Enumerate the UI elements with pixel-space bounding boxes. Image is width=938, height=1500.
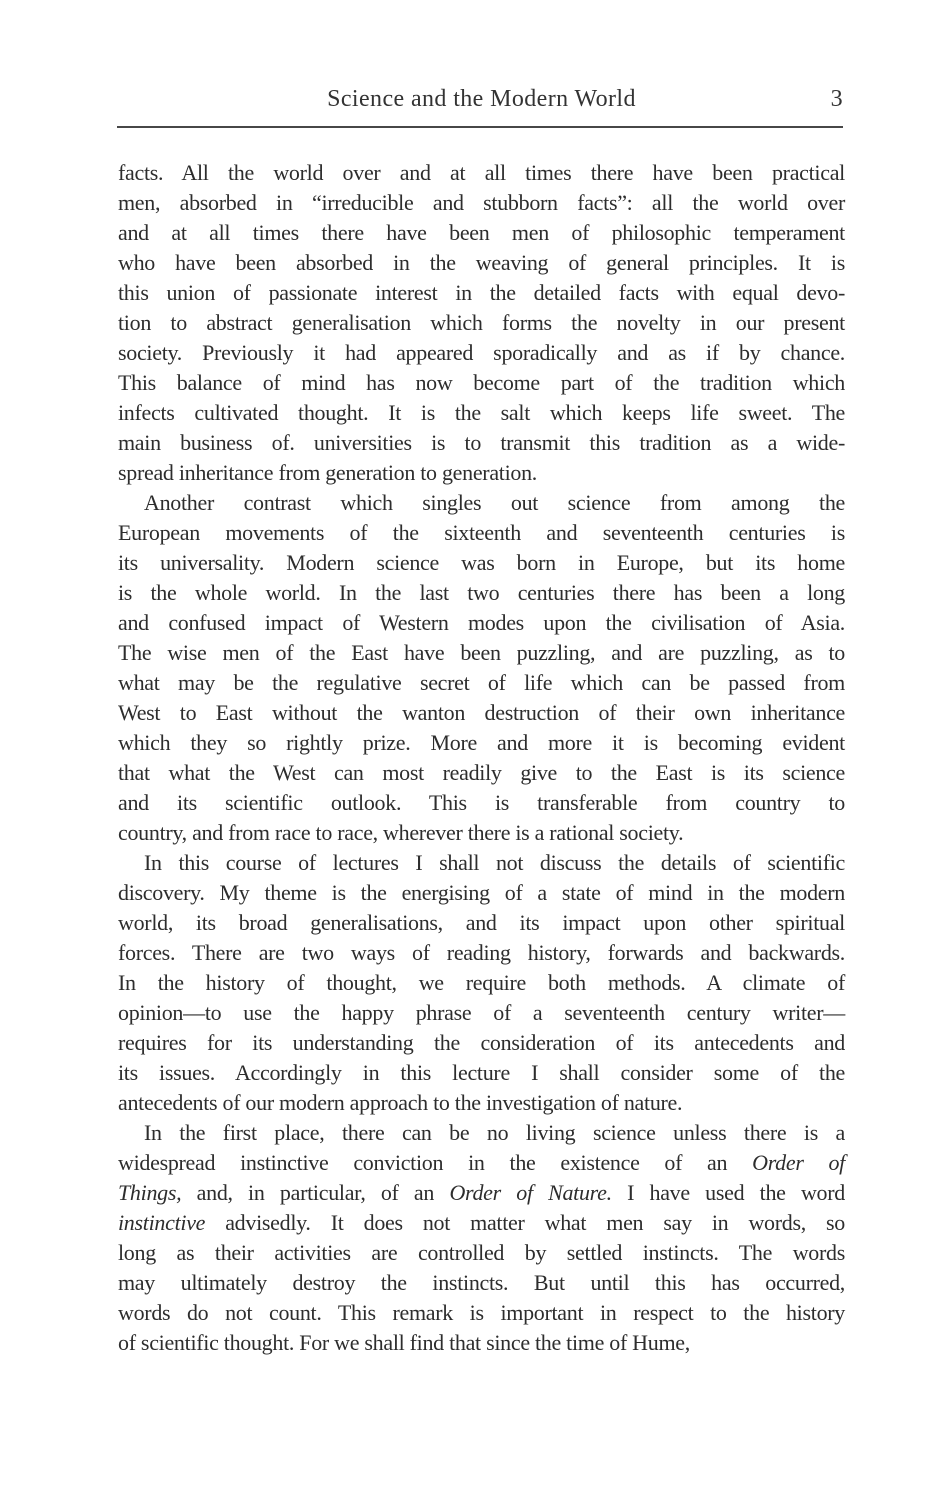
running-header-title: Science and the Modern World — [327, 86, 636, 112]
paragraph — [118, 1118, 845, 1358]
text-line: and at all times there have been men of philosophic temperament — [118, 220, 845, 245]
text-line: main business of. universities is to transmit this tradition as a wide- — [118, 430, 845, 455]
text-line: European movements of the sixteenth and seventeenth centuries is — [118, 520, 845, 545]
text-line: widespread instinctive conviction in the existence of an Order of — [118, 1150, 845, 1175]
page-number: 3 — [830, 86, 843, 112]
text-line: forces. There are two ways of reading history, forwards and backwards. — [118, 940, 845, 965]
text-line: In the history of thought, we require both methods. A climate of — [118, 970, 845, 995]
text-line: Things, and, in particular, of an Order of Nature. I have used the word — [118, 1180, 845, 1205]
text-line: that what the West can most readily give to the East is its science — [118, 760, 845, 785]
text-line: discovery. My theme is the energising of a state of mind in the modern — [118, 880, 845, 905]
text-line: infects cultivated thought. It is the salt which keeps life sweet. The — [118, 400, 845, 425]
text-line: may ultimately destroy the instincts. But until this has occurred, — [118, 1270, 845, 1295]
text-line: tion to abstract generalisation which forms the novelty in our present — [118, 310, 845, 335]
text-line: facts. All the world over and at all times there have been practical — [118, 160, 845, 185]
text-line: men, absorbed in “irreducible and stubborn facts”: all the world over — [118, 190, 845, 215]
text-line: which they so rightly prize. More and more it is becoming evident — [118, 730, 845, 755]
text-line: words do not count. This remark is important in respect to the history — [118, 1300, 845, 1325]
text-line: its issues. Accordingly in this lecture I shall consider some of the — [118, 1060, 845, 1085]
text-line: and its scientific outlook. This is transferable from country to — [118, 790, 845, 815]
text-line: this union of passionate interest in the detailed facts with equal devo- — [118, 280, 845, 305]
text-line: its universality. Modern science was born in Europe, but its home — [118, 550, 845, 575]
text-line: society. Previously it had appeared sporadically and as if by chance. — [118, 340, 845, 365]
text-line: is the whole world. In the last two centuries there has been a long — [118, 580, 845, 605]
text-line: This balance of mind has now become part of the tradition which — [118, 370, 845, 395]
text-line: In the first place, there can be no living science unless there is a — [144, 1120, 845, 1145]
text-line: instinctive advisedly. It does not matter what men say in words, so — [118, 1210, 845, 1235]
text-line: antecedents of our modern approach to the investigation of nature. — [118, 1090, 683, 1115]
text-line: In this course of lectures I shall not discuss the details of scientific — [144, 850, 845, 875]
text-line: country, and from race to race, wherever there is a rational society. — [118, 820, 684, 845]
text-line: West to East without the wanton destruction of their own inheritance — [118, 700, 845, 725]
text-line: requires for its understanding the consideration of its antecedents and — [118, 1030, 845, 1055]
paragraph — [118, 848, 845, 1118]
paragraph — [118, 158, 845, 488]
text-line: opinion—to use the happy phrase of a seventeenth century writer— — [118, 1000, 845, 1025]
page-text — [118, 158, 845, 1358]
text-line: world, its broad generalisations, and its impact upon other spiritual — [118, 910, 845, 935]
paragraph — [118, 488, 845, 848]
text-line: The wise men of the East have been puzzling, and are puzzling, as to — [118, 640, 845, 665]
text-line: and confused impact of Western modes upon the civilisation of Asia. — [118, 610, 845, 635]
text-line: who have been absorbed in the weaving of general principles. It is — [118, 250, 845, 275]
text-line: long as their activities are controlled by settled instincts. The words — [118, 1240, 845, 1265]
running-header — [118, 86, 845, 120]
text-line: Another contrast which singles out science from among the — [144, 490, 845, 515]
text-line: of scientific thought. For we shall find that since the time of Hume, — [118, 1330, 690, 1355]
header-rule — [117, 126, 843, 128]
text-line: spread inheritance from generation to generation. — [118, 460, 538, 485]
text-line: what may be the regulative secret of life which can be passed from — [118, 670, 845, 695]
